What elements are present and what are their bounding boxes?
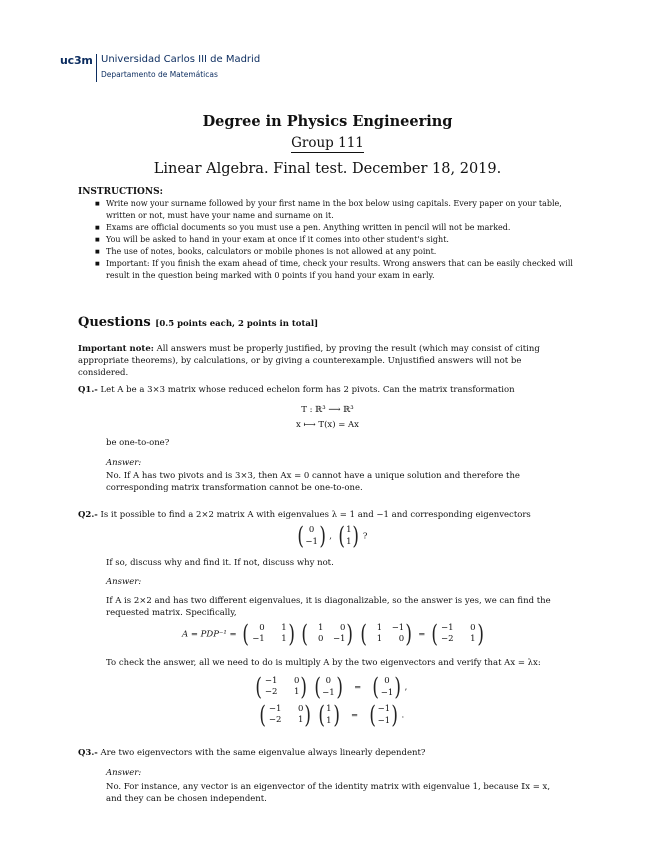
uc3m-logo: uc3m — [60, 54, 93, 67]
q2-eigenvectors: ( 0 −1 ) , ( 1 1 ) ? — [297, 522, 368, 550]
q2-check-eq1: ( −1 0 −2 1 ) ( 0 −1 ) = ( 0 −1 ) , — [255, 673, 408, 701]
instructions-heading: INSTRUCTIONS: — [78, 187, 163, 197]
instruction-item: ■ Important: If you finish the exam ahead of time, check your results. Wrong answers that can be easily checked will result in the question being marked with 0 points if you hand your exam in early. — [106, 258, 576, 282]
q2-text2: If so, discuss why and find it. If not, discuss why not. — [106, 558, 334, 568]
university-name: Universidad Carlos III de Madrid — [101, 54, 261, 65]
q1-text2: be one-to-one? — [106, 438, 170, 448]
q1-answer-label: Answer: — [106, 458, 142, 468]
instructions-list — [94, 198, 576, 282]
q2: Q2.- Is it possible to find a 2×2 matrix A with eigenvalues λ = 1 and −1 and corresponding eigenvectors — [78, 510, 531, 520]
group-label: Group 111 — [291, 135, 364, 151]
instruction-item: ■ The use of notes, books, calculators or mobile phones is not allowed at any point. — [106, 246, 576, 258]
q1-map-line1: T : ℝ³ ⟶ ℝ³ — [301, 405, 354, 415]
instruction-item: ■ You will be asked to hand in your exam at once if it comes into other student's sight. — [106, 234, 576, 246]
q3-answer: No. For instance, any vector is an eigenvector of the identity matrix with eigenvalue 1, because 𝕀x = x, and they can be chosen independent. — [106, 782, 551, 804]
questions-heading: Questions [0.5 points each, 2 points in total] — [78, 315, 319, 330]
important-note: Important note: All answers must be properly justified, by proving the result (which may consist of citing appropriate theorems), by calculations, or by giving a counterexample. Unjustified answers will not be considered. — [78, 344, 540, 378]
instruction-item: ■ Write now your surname followed by your first name in the box below using capitals. Every paper on your table, written or not, must have your name and surname on it. — [106, 198, 576, 222]
department-name: Departamento de Matemáticas — [101, 70, 218, 79]
logo-divider — [96, 54, 97, 82]
instruction-item: ■ Exams are official documents so you must use a pen. Anything written in pencil will not be marked. — [106, 222, 576, 234]
q2-answer: If A is 2×2 and has two different eigenvalues, it is diagonalizable, so the answer is yes, we can find the requested matrix. Specifically, — [106, 596, 551, 618]
q1-map-line2: x ⟼ T(x) = Ax — [296, 420, 359, 430]
q2-check: To check the answer, all we need to do is multiply A by the two eigenvectors and verify that Ax = λx: — [106, 658, 541, 668]
degree-title: Degree in Physics Engineering — [202, 113, 453, 130]
q3-answer-label: Answer: — [106, 768, 142, 778]
q1: Q1.- Let A be a 3×3 matrix whose reduced echelon form has 2 pivots. Can the matrix transformation — [78, 385, 515, 395]
q2-answer-label: Answer: — [106, 577, 142, 587]
q1-answer: No. If A has two pivots and is 3×3, then Ax = 0 cannot have a unique solution and therefore the corresponding matrix transformation cannot be one-to-one. — [106, 471, 520, 493]
q3: Q3.- Are two eigenvectors with the same eigenvalue always linearly dependent? — [78, 748, 426, 758]
pdp-label: A = PDP⁻¹ = — [182, 629, 237, 640]
exam-title: Linear Algebra. Final test. December 18, 2019. — [153, 161, 502, 177]
q2-check-eq2: ( −1 0 −2 1 ) ( 1 1 ) = ( −1 −1 ) . — [259, 701, 405, 729]
q2-pdp-equation: A = PDP⁻¹ = ( 0 1 −1 1 ) ( 1 0 0 −1 ) ( 1 −1 1 0 ) = ( −1 0 −2 1 ) — [182, 620, 484, 648]
